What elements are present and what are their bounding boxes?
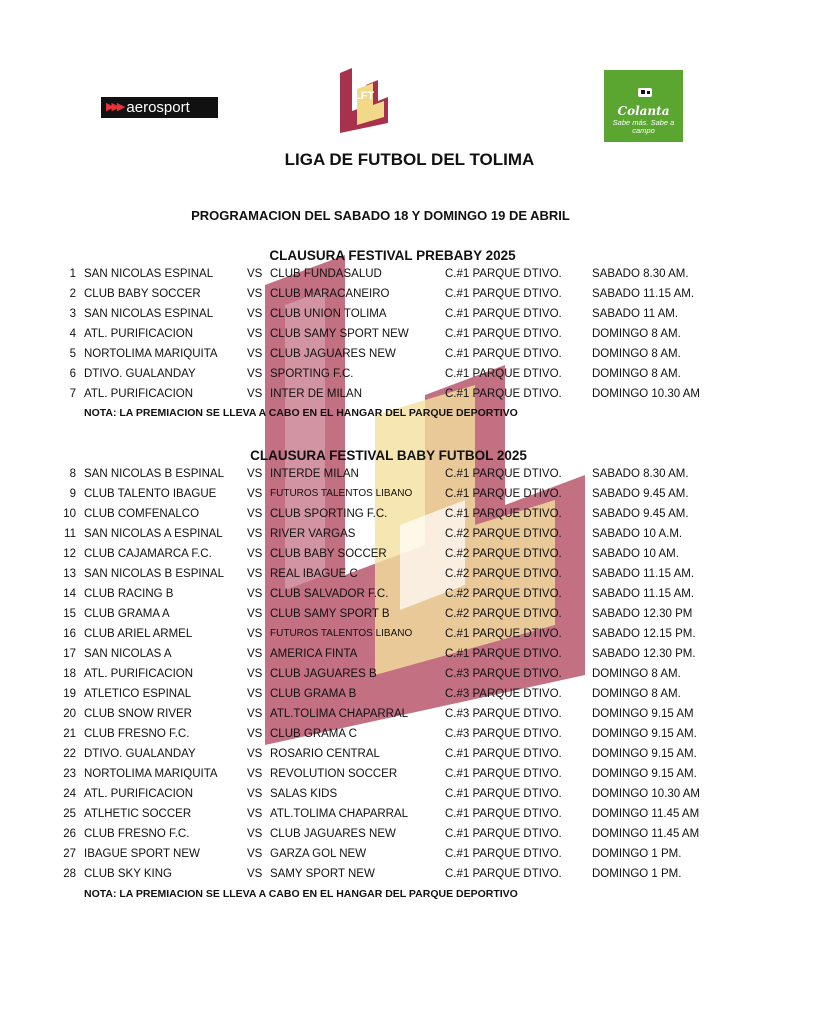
match-row [0, 384, 819, 404]
match-number: 22 [63, 748, 76, 760]
match-time: SABADO 11 AM. [592, 308, 679, 320]
match-time: DOMINGO 8 AM. [592, 668, 681, 680]
venue: C.#1 PARQUE DTIVO. [445, 368, 562, 380]
versus-label: VS [247, 468, 263, 480]
aerosport-logo-text: aerosport [126, 99, 190, 116]
home-team: CLUB FRESNO F.C. [84, 828, 190, 840]
venue: C.#2 PARQUE DTIVO. [445, 588, 562, 600]
match-row [0, 524, 819, 544]
match-number: 18 [63, 668, 76, 680]
match-time: DOMINGO 10.30 AM [592, 788, 701, 800]
venue: C.#1 PARQUE DTIVO. [445, 748, 562, 760]
match-time: DOMINGO 9.15 AM [592, 708, 694, 720]
match-number: 14 [63, 588, 76, 600]
versus-label: VS [247, 848, 263, 860]
versus-label: VS [247, 668, 263, 680]
match-number: 23 [63, 768, 76, 780]
match-row [0, 784, 819, 804]
venue: C.#1 PARQUE DTIVO. [445, 648, 562, 660]
home-team: CLUB FRESNO F.C. [84, 728, 190, 740]
match-number: 21 [63, 728, 76, 740]
match-row [0, 264, 819, 284]
match-time: SABADO 11.15 AM. [592, 568, 695, 580]
aerosport-logo [101, 97, 218, 118]
home-team: SAN NICOLAS ESPINAL [84, 268, 214, 280]
home-team: NORTOLIMA MARIQUITA [84, 348, 218, 360]
match-row [0, 724, 819, 744]
match-time: SABADO 11.15 AM. [592, 588, 695, 600]
away-team: CLUB UNION TOLIMA [270, 308, 387, 320]
match-time: DOMINGO 8 AM. [592, 328, 681, 340]
home-team: ATL. PURIFICACION [84, 388, 194, 400]
match-row [0, 764, 819, 784]
venue: C.#1 PARQUE DTIVO. [445, 868, 562, 880]
venue: C.#3 PARQUE DTIVO. [445, 728, 562, 740]
home-team: SAN NICOLAS A [84, 648, 172, 660]
match-time: SABADO 12.15 PM. [592, 628, 696, 640]
match-number: 6 [69, 368, 76, 380]
match-number: 10 [63, 508, 76, 520]
venue: C.#1 PARQUE DTIVO. [445, 768, 562, 780]
home-team: ATLETICO ESPINAL [84, 688, 192, 700]
away-team: SAMY SPORT NEW [270, 868, 375, 880]
versus-label: VS [247, 548, 263, 560]
match-row [0, 604, 819, 624]
away-team: ATL.TOLIMA CHAPARRAL [270, 808, 409, 820]
away-team: AMERICA FINTA [270, 648, 358, 660]
match-row [0, 744, 819, 764]
match-time: DOMINGO 1 PM. [592, 868, 682, 880]
match-time: DOMINGO 11.45 AM [592, 828, 700, 840]
venue: C.#2 PARQUE DTIVO. [445, 608, 562, 620]
match-row [0, 664, 819, 684]
page-title: LIGA DE FUTBOL DEL TOLIMA [284, 150, 535, 169]
match-row [0, 824, 819, 844]
versus-label: VS [247, 768, 263, 780]
venue: C.#1 PARQUE DTIVO. [445, 388, 562, 400]
venue: C.#1 PARQUE DTIVO. [445, 348, 562, 360]
match-number: 19 [63, 688, 76, 700]
venue: C.#1 PARQUE DTIVO. [445, 488, 562, 500]
match-time: SABADO 10 A.M. [592, 528, 683, 540]
match-number: 1 [69, 268, 76, 280]
away-team: REAL IBAGUE C [270, 568, 358, 580]
match-number: 12 [63, 548, 76, 560]
away-team: GARZA GOL NEW [270, 848, 367, 860]
versus-label: VS [247, 628, 263, 640]
colanta-logo [604, 70, 683, 142]
versus-label: VS [247, 568, 263, 580]
venue: C.#1 PARQUE DTIVO. [445, 828, 562, 840]
away-team: ATL.TOLIMA CHAPARRAL [270, 708, 409, 720]
away-team: ROSARIO CENTRAL [270, 748, 380, 760]
match-number: 17 [63, 648, 76, 660]
versus-label: VS [247, 508, 263, 520]
colanta-brand: Colanta [617, 104, 670, 118]
match-number: 3 [69, 308, 76, 320]
match-row [0, 624, 819, 644]
away-team: CLUB JAGUARES B [270, 668, 377, 680]
match-number: 2 [69, 288, 76, 300]
versus-label: VS [247, 388, 263, 400]
home-team: CLUB SNOW RIVER [84, 708, 192, 720]
versus-label: VS [247, 368, 263, 380]
away-team: CLUB SALVADOR F.C. [270, 588, 389, 600]
match-row [0, 364, 819, 384]
home-team: CLUB COMFENALCO [84, 508, 200, 520]
venue: C.#1 PARQUE DTIVO. [445, 508, 562, 520]
match-time: DOMINGO 8 AM. [592, 688, 681, 700]
versus-label: VS [247, 348, 263, 360]
venue: C.#1 PARQUE DTIVO. [445, 268, 562, 280]
match-time: SABADO 9.45 AM. [592, 488, 689, 500]
match-time: SABADO 12.30 PM. [592, 648, 696, 660]
away-team: CLUB GRAMA C [270, 728, 357, 740]
match-number: 11 [64, 528, 76, 540]
home-team: ATL. PURIFICACION [84, 788, 194, 800]
match-time: SABADO 11.15 AM. [592, 288, 695, 300]
match-number: 4 [69, 328, 76, 340]
away-team: REVOLUTION SOCCER [270, 768, 398, 780]
home-team: SAN NICOLAS A ESPINAL [84, 528, 223, 540]
match-row [0, 544, 819, 564]
home-team: CLUB TALENTO IBAGUE [84, 488, 217, 500]
match-row [0, 324, 819, 344]
home-team: CLUB CAJAMARCA F.C. [84, 548, 212, 560]
away-team: CLUB BABY SOCCER [270, 548, 387, 560]
match-row [0, 684, 819, 704]
match-row [0, 284, 819, 304]
home-team: ATL. PURIFICACION [84, 328, 194, 340]
match-time: SABADO 9.45 AM. [592, 508, 689, 520]
home-team: DTIVO. GUALANDAY [84, 368, 196, 380]
versus-label: VS [247, 608, 263, 620]
versus-label: VS [247, 648, 263, 660]
venue: C.#2 PARQUE DTIVO. [445, 548, 562, 560]
away-team: INTERDE MILAN [270, 468, 359, 480]
away-team: CLUB SAMY SPORT NEW [270, 328, 409, 340]
away-team: CLUB GRAMA B [270, 688, 357, 700]
versus-label: VS [247, 868, 263, 880]
match-number: 5 [69, 348, 76, 360]
home-team: ATL. PURIFICACION [84, 668, 194, 680]
section-title-baby-futbol: CLAUSURA FESTIVAL BABY FUTBOL 2025 [250, 448, 527, 463]
venue: C.#1 PARQUE DTIVO. [445, 468, 562, 480]
match-time: DOMINGO 8 AM. [592, 348, 681, 360]
match-number: 24 [63, 788, 76, 800]
match-time: DOMINGO 11.45 AM [592, 808, 700, 820]
home-team: DTIVO. GUALANDAY [84, 748, 196, 760]
venue: C.#2 PARQUE DTIVO. [445, 528, 562, 540]
cow-icon [637, 84, 653, 100]
match-row [0, 484, 819, 504]
venue: C.#1 PARQUE DTIVO. [445, 628, 562, 640]
venue: C.#1 PARQUE DTIVO. [445, 848, 562, 860]
away-team: CLUB SPORTING F.C. [270, 508, 388, 520]
match-number: 26 [63, 828, 76, 840]
home-team: CLUB RACING B [84, 588, 174, 600]
versus-label: VS [247, 828, 263, 840]
versus-label: VS [247, 728, 263, 740]
schedule-subtitle: PROGRAMACION DEL SABADO 18 Y DOMINGO 19 DE ABRIL [191, 208, 570, 223]
venue: C.#3 PARQUE DTIVO. [445, 708, 562, 720]
home-team: CLUB ARIEL ARMEL [84, 628, 193, 640]
venue: C.#1 PARQUE DTIVO. [445, 328, 562, 340]
match-time: SABADO 12.30 PM [592, 608, 693, 620]
match-time: DOMINGO 10.30 AM [592, 388, 701, 400]
versus-label: VS [247, 268, 263, 280]
baby-futbol-note: NOTA: LA PREMIACION SE LLEVA A CABO EN EL HANGAR DEL PARQUE DEPORTIVO [84, 888, 518, 900]
match-number: 7 [69, 388, 76, 400]
match-time: DOMINGO 9.15 AM. [592, 728, 697, 740]
away-team: CLUB JAGUARES NEW [270, 348, 396, 360]
versus-label: VS [247, 528, 263, 540]
match-number: 8 [69, 468, 76, 480]
versus-label: VS [247, 588, 263, 600]
match-time: DOMINGO 8 AM. [592, 368, 681, 380]
home-team: CLUB SKY KING [84, 868, 172, 880]
versus-label: VS [247, 748, 263, 760]
match-row [0, 804, 819, 824]
prebaby-note: NOTA: LA PREMIACION SE LLEVA A CABO EN EL HANGAR DEL PARQUE DEPORTIVO [84, 407, 518, 419]
home-team: CLUB GRAMA A [84, 608, 170, 620]
match-number: 25 [63, 808, 76, 820]
versus-label: VS [247, 708, 263, 720]
colanta-slogan: Sabe más. Sabe a campo [612, 118, 675, 135]
home-team: ATLHETIC SOCCER [84, 808, 192, 820]
match-time: DOMINGO 9.15 AM. [592, 768, 697, 780]
match-time: DOMINGO 9.15 AM. [592, 748, 697, 760]
match-time: SABADO 10 AM. [592, 548, 679, 560]
away-team: CLUB SAMY SPORT B [270, 608, 390, 620]
venue: C.#2 PARQUE DTIVO. [445, 568, 562, 580]
match-row [0, 584, 819, 604]
match-number: 16 [63, 628, 76, 640]
match-row [0, 844, 819, 864]
versus-label: VS [247, 328, 263, 340]
match-number: 28 [63, 868, 76, 880]
venue: C.#1 PARQUE DTIVO. [445, 308, 562, 320]
away-team: RIVER VARGAS [270, 528, 356, 540]
away-team: CLUB FUNDASALUD [270, 268, 382, 280]
match-row [0, 504, 819, 524]
versus-label: VS [247, 488, 263, 500]
home-team: NORTOLIMA MARIQUITA [84, 768, 218, 780]
away-team: SPORTING F.C. [270, 368, 354, 380]
versus-label: VS [247, 288, 263, 300]
venue: C.#3 PARQUE DTIVO. [445, 668, 562, 680]
match-row [0, 704, 819, 724]
match-row [0, 464, 819, 484]
venue: C.#1 PARQUE DTIVO. [445, 288, 562, 300]
home-team: SAN NICOLAS B ESPINAL [84, 568, 224, 580]
venue: C.#1 PARQUE DTIVO. [445, 808, 562, 820]
home-team: CLUB BABY SOCCER [84, 288, 201, 300]
away-team: INTER DE MILAN [270, 388, 363, 400]
match-row [0, 864, 819, 884]
home-team: IBAGUE SPORT NEW [84, 848, 200, 860]
away-team: SALAS KIDS [270, 788, 338, 800]
home-team: SAN NICOLAS ESPINAL [84, 308, 214, 320]
lft-logo-text: LFT [353, 90, 375, 102]
match-number: 13 [63, 568, 76, 580]
venue: C.#1 PARQUE DTIVO. [445, 788, 562, 800]
venue: C.#3 PARQUE DTIVO. [445, 688, 562, 700]
match-row [0, 644, 819, 664]
match-number: 20 [63, 708, 76, 720]
match-row [0, 564, 819, 584]
match-number: 27 [63, 848, 76, 860]
away-team: CLUB MARACANEIRO [270, 288, 390, 300]
away-team: FUTUROS TALENTOS LIBANO [270, 488, 413, 499]
match-time: SABADO 8.30 AM. [592, 468, 689, 480]
versus-label: VS [247, 688, 263, 700]
match-row [0, 304, 819, 324]
match-time: DOMINGO 1 PM. [592, 848, 682, 860]
versus-label: VS [247, 308, 263, 320]
lft-logo [336, 65, 392, 133]
match-number: 9 [69, 488, 76, 500]
away-team: FUTUROS TALENTOS LIBANO [270, 628, 413, 639]
section-title-prebaby: CLAUSURA FESTIVAL PREBABY 2025 [269, 248, 516, 263]
match-row [0, 344, 819, 364]
match-time: SABADO 8.30 AM. [592, 268, 689, 280]
versus-label: VS [247, 788, 263, 800]
aerosport-arrows-icon: ▶▶▶ [106, 101, 123, 113]
away-team: CLUB JAGUARES NEW [270, 828, 396, 840]
versus-label: VS [247, 808, 263, 820]
home-team: SAN NICOLAS B ESPINAL [84, 468, 224, 480]
match-number: 15 [63, 608, 76, 620]
